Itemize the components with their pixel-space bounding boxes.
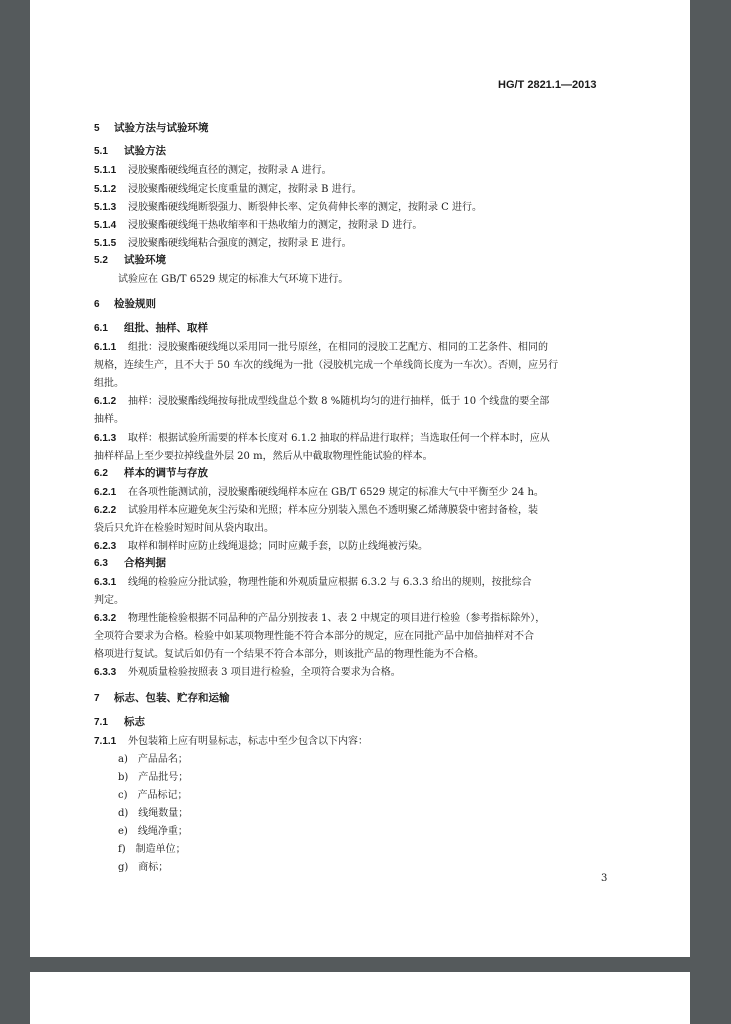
text-line	[94, 356, 558, 371]
clause-text: 试验方法	[124, 145, 166, 157]
clause-text: d) 线绳数量；	[118, 808, 189, 819]
text-line	[94, 501, 538, 516]
text-line	[94, 180, 362, 195]
clause-number: 6.2.2	[94, 505, 117, 516]
subsection-heading	[94, 320, 208, 335]
clause-text: 样本的调节与存放	[124, 467, 208, 479]
text-line	[94, 338, 548, 353]
clause-text: 物理性能检验根据不同品种的产品分别按表 1、表 2 中规定的项目进行检验（参考指标除外），	[128, 613, 546, 624]
clause-number: 6.3.2	[94, 613, 117, 624]
text-line	[94, 573, 532, 588]
clause-number: 5.1.3	[94, 202, 117, 213]
section-heading	[94, 296, 156, 311]
subsection-heading	[94, 555, 166, 570]
clause-number: 6.1	[94, 323, 108, 334]
clause-text: 抽样：浸胶聚酯线绳按每批成型线盘总个数 8 %随机均匀的进行抽样，低于 10 个线盘的要全部	[128, 396, 550, 407]
clause-text: 标志、包装、贮存和运输	[114, 692, 230, 704]
subsection-heading	[94, 143, 166, 158]
clause-number: 7.1	[94, 717, 108, 728]
doc-code: HG/T 2821.1—2013	[498, 79, 597, 91]
clause-text: b) 产品批号；	[118, 772, 189, 783]
section-heading	[94, 120, 209, 135]
text-line	[94, 519, 274, 534]
text-line	[94, 234, 352, 249]
clause-text: 取样和制样时应防止线绳退捻；同时应戴手套，以防止线绳被污染。	[128, 541, 428, 552]
clause-number: 7.1.1	[94, 736, 117, 747]
text-line	[94, 645, 484, 660]
text-line	[94, 161, 332, 176]
text-line	[118, 786, 188, 801]
clause-text: 浸胶聚酯硬线绳定长度重量的测定，按附录 B 进行。	[128, 184, 362, 195]
clause-text: 检验规则	[114, 298, 156, 310]
clause-text: 试验应在 GB/T 6529 规定的标准大气环境下进行。	[118, 274, 349, 285]
clause-text: 规格，连续生产，且不大于 50 车次的线绳为一批（浸胶机完成一个单线筒长度为一车次）。否则，应另行	[94, 360, 559, 371]
clause-number: 6.1.3	[94, 433, 117, 444]
clause-number: 5.1.1	[94, 165, 117, 176]
text-line	[94, 732, 368, 747]
clause-text: 合格判据	[124, 557, 166, 569]
text-line	[94, 392, 549, 407]
clause-number: 5.1.2	[94, 184, 117, 195]
clause-text: 外观质量检验按照表 3 项目进行检验，全项符合要求为合格。	[128, 667, 401, 678]
clause-text: 格项进行复试。复试后如仍有一个结果不符合本部分，则该批产品的物理性能为不合格。	[94, 649, 484, 660]
clause-number: 6.2	[94, 468, 108, 479]
text-line	[94, 627, 534, 642]
clause-text: 浸胶聚酯硬线绳断裂强力、断裂伸长率、定负荷伸长率的测定，按附录 C 进行。	[128, 202, 483, 213]
clause-text: 取样：根据试验所需要的样本长度对 6.1.2 抽取的样品进行取样；当选取任何一个样本时，应从	[128, 433, 550, 444]
clause-text: c) 产品标记；	[118, 790, 188, 801]
text-line	[118, 858, 168, 873]
clause-text: 标志	[124, 716, 145, 728]
clause-text: 组批。	[94, 378, 124, 389]
subsection-heading	[94, 465, 208, 480]
clause-text: 抽样样品上至少要拉掉线盘外层 20 m，然后从中截取物理性能试验的样本。	[94, 451, 433, 462]
clause-text: 外包装箱上应有明显标志，标志中至少包含以下内容：	[128, 736, 368, 747]
clause-number: 5.2	[94, 255, 108, 266]
clause-text: 全项符合要求为合格。检验中如某项物理性能不符合本部分的规定，应在同批产品中加倍抽样对不合	[94, 631, 534, 642]
clause-text: 试验方法与试验环境	[114, 122, 209, 134]
text-line	[94, 609, 545, 624]
clause-number: 6.2.3	[94, 541, 117, 552]
section-heading	[94, 690, 230, 705]
clause-text: 线绳的检验应分批试验，物理性能和外观质量应根据 6.3.2 与 6.3.3 给出的规则，按批综合	[128, 577, 532, 588]
clause-text: 在各项性能测试前，浸胶聚酯硬线绳样本应在 GB/T 6529 规定的标准大气中平衡至少 24 h。	[128, 487, 544, 498]
text-line	[94, 374, 124, 389]
page-number: 3	[601, 873, 608, 884]
clause-number: 6.3	[94, 558, 108, 569]
clause-number: 6.2.1	[94, 487, 117, 498]
clause-text: 浸胶聚酯硬线绳干热收缩率和干热收缩力的测定，按附录 D 进行。	[128, 220, 423, 231]
text-line	[94, 591, 124, 606]
subsection-heading	[94, 714, 145, 729]
clause-text: 抽样。	[94, 414, 124, 425]
clause-text: 袋后只允许在检验时短时间从袋内取出。	[94, 523, 274, 534]
clause-number: 6.3.1	[94, 577, 117, 588]
clause-number: 5.1	[94, 146, 108, 157]
clause-text: g) 商标；	[118, 862, 169, 873]
clause-number: 6.1.1	[94, 342, 117, 353]
clause-text: a) 产品品名；	[118, 754, 188, 765]
clause-number: 7	[94, 693, 100, 704]
clause-number: 6.1.2	[94, 396, 117, 407]
clause-text: 试验环境	[124, 254, 166, 266]
text-line	[118, 840, 186, 855]
clause-text: 试验用样本应避免灰尘污染和光照；样本应分别装入黑色不透明聚乙烯薄膜袋中密封备检，装	[128, 505, 538, 516]
clause-number: 6	[94, 299, 100, 310]
clause-number: 5.1.5	[94, 238, 117, 249]
text-line	[94, 663, 401, 678]
text-line	[94, 429, 550, 444]
clause-text: 组批、抽样、取样	[124, 322, 208, 334]
text-line	[118, 270, 348, 285]
clause-text: e) 线绳净重；	[118, 826, 188, 837]
text-line	[94, 216, 422, 231]
clause-text: 浸胶聚酯硬线绳直径的测定，按附录 A 进行。	[128, 165, 332, 176]
text-line	[118, 804, 188, 819]
clause-number: 5.1.4	[94, 220, 117, 231]
clause-number: 6.3.3	[94, 667, 117, 678]
text-line	[94, 537, 428, 552]
text-line	[118, 750, 188, 765]
text-line	[94, 198, 482, 213]
clause-text: 组批：浸胶聚酯硬线绳以采用同一批号原丝，在相同的浸胶工艺配方、相同的工艺条件、相同的	[128, 342, 548, 353]
subsection-heading	[94, 252, 166, 267]
clause-text: 判定。	[94, 595, 124, 606]
clause-number: 5	[94, 123, 100, 134]
text-line	[118, 822, 188, 837]
clause-text: f) 制造单位；	[118, 844, 186, 855]
next-page-top	[30, 972, 690, 1024]
text-line	[94, 410, 124, 425]
text-line	[94, 447, 433, 462]
text-line	[94, 483, 544, 498]
clause-text: 浸胶聚酯硬线绳粘合强度的测定，按附录 E 进行。	[128, 238, 352, 249]
text-line	[118, 768, 188, 783]
